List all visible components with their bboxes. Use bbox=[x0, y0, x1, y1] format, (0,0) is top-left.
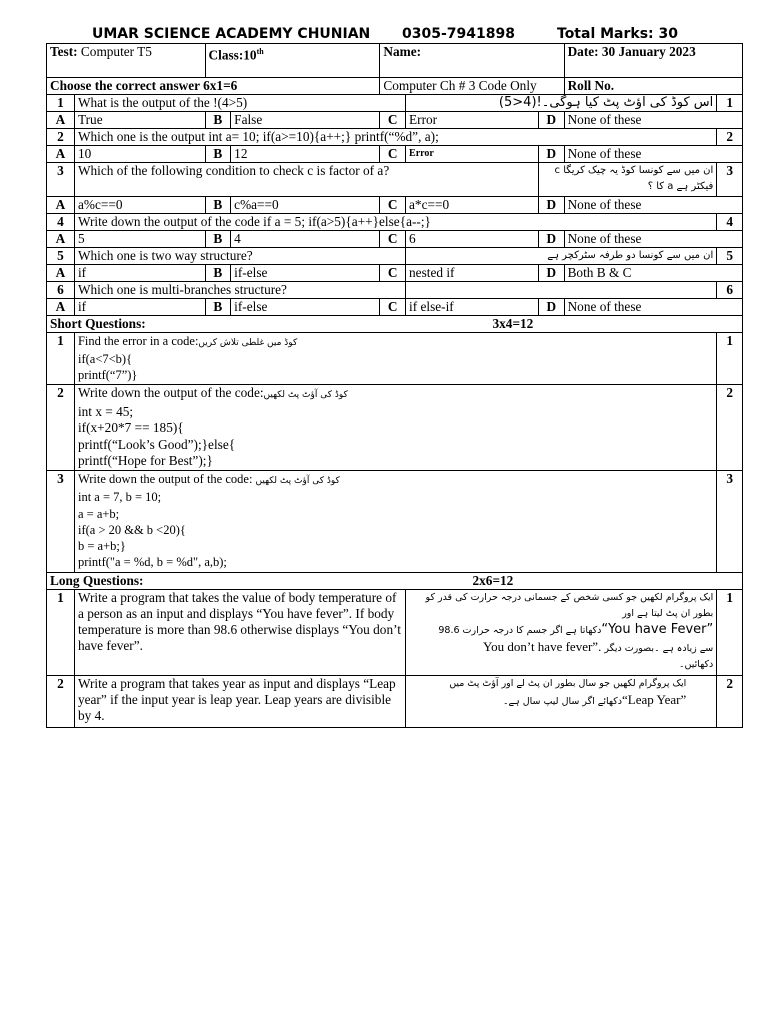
option-a: True bbox=[74, 112, 205, 129]
option-b: 12 bbox=[231, 146, 380, 163]
option-d: None of these bbox=[564, 146, 742, 163]
mcq-options-row: A 5 B 4 C 6 D None of these bbox=[47, 231, 743, 248]
long-heading: Long Questions: bbox=[50, 573, 144, 588]
chapter-label: Computer Ch # 3 Code Only bbox=[380, 78, 564, 95]
mcq-question-row: 2 Which one is the output int a= 10; if(a>=10){a++;} printf(“%d”, a); 2 bbox=[47, 129, 743, 146]
mcq-question: Which one is multi-branches structure? bbox=[74, 282, 405, 299]
mcq-heading-row bbox=[47, 78, 743, 95]
mcq-question-row: 4 Write down the output of the code if a = 5; if(a>5){a++}else{a--;} 4 bbox=[47, 214, 743, 231]
short-question-row: 2 Write down the output of the code:کوڈ کی آؤٹ پٹ لکھیں int x = 45; if(x+20*7 == 185){ printf(“Look’s Good”);}else{ printf(“Hope for Best”);} 2 bbox=[47, 385, 743, 471]
academy-phone: 0305-7941898 bbox=[402, 26, 515, 42]
option-c: nested if bbox=[406, 265, 539, 282]
short-question-urdu: کوڈ میں غلطی تلاش کریں bbox=[198, 338, 298, 348]
mcq-options-row: A a%c==0 B c%a==0 C a*c==0 D None of these bbox=[47, 197, 743, 214]
long-question: Write a program that takes the value of body temperature of a person as an input and displays “You have fever”. If body temperature is more than 98.6 otherwise displays “You don’t have fever”. bbox=[74, 590, 405, 676]
mcq-options-row: A if B if-else C if else-if D None of these bbox=[47, 299, 743, 316]
option-b: if-else bbox=[231, 299, 380, 316]
date-cell: Date: 30 January 2023 bbox=[564, 44, 742, 78]
option-c: 6 bbox=[406, 231, 539, 248]
name-cell: Name: bbox=[380, 44, 564, 78]
option-a: if bbox=[74, 265, 205, 282]
short-code: if(a<7<b){ printf(“7”)} bbox=[77, 352, 138, 382]
mcq-options-row: A 10 B 12 C Error D None of these bbox=[47, 146, 743, 163]
option-a: if bbox=[74, 299, 205, 316]
long-question-row: 1 Write a program that takes the value of body temperature of a person as an input and displays “You have fever”. If body temperature is more than 98.6 otherwise displays “You don’t have fever”. ایک پروگرام لکھیں جو کسی شخص کے جسمانی درجہ حرارت کی قدر کو بطور ان پٹ لیتا ہے اور ”You have Fever“دکھاتا ہے اگر جسم کا درجہ حرارت 98.6 سے زیادہ ہے ۔بصورت دیگر You don’t have fever”. دکھائیں۔ 1 bbox=[47, 590, 743, 676]
mcq-question: Which of the following condition to check c is factor of a? bbox=[74, 163, 538, 197]
mcq-options-row: A if B if-else C nested if D Both B & C bbox=[47, 265, 743, 282]
long-question: Write a program that takes year as input and displays “Leap year” if the input year is leap year. Leap years are divisible by 4. bbox=[74, 676, 405, 728]
long-question-row: 2 Write a program that takes year as input and displays “Leap year” if the input year is leap year. Leap years are divisible by 4. ایک پروگرام لکھیں جو سال بطور ان پٹ لے اور آؤٹ پٹ میں “Leap Year”دکھائے اگر سال لیپ سال ہے۔ 2 bbox=[47, 676, 743, 728]
option-d: Both B & C bbox=[564, 265, 742, 282]
option-a: a%c==0 bbox=[74, 197, 205, 214]
mcq-heading: Choose the correct answer 6x1=6 bbox=[47, 78, 380, 95]
short-question-row: 3 Write down the output of the code: کوڈ کی آؤٹ پٹ لکھیں int a = 7, b = 10; a = a+b; if(a > 20 && b <20){ b = a+b;} printf("a = %d, b = %d", a,b); 3 bbox=[47, 471, 743, 573]
test-cell: Test: Computer T5 bbox=[47, 44, 206, 78]
mcq-question-row: 3 Which of the following condition to check c is factor of a? ان میں سے کونسا کوڈ یہ چیک کریگا c فیکٹر ہے a کا ؟ 3 bbox=[47, 163, 743, 197]
long-heading-row bbox=[47, 573, 743, 590]
exam-table bbox=[46, 43, 743, 728]
date-value: : 30 January 2023 bbox=[594, 44, 696, 59]
mcq-question-row: 6 Which one is multi-branches structure? 6 bbox=[47, 282, 743, 299]
option-b: if-else bbox=[231, 265, 380, 282]
option-b: c%a==0 bbox=[231, 197, 380, 214]
option-c: a*c==0 bbox=[406, 197, 539, 214]
short-heading: Short Questions: bbox=[50, 316, 146, 331]
mcq-question: What is the output of the !(4>5) bbox=[74, 95, 405, 112]
option-b: False bbox=[231, 112, 380, 129]
short-heading-row bbox=[47, 316, 743, 333]
class-cell: Class:10th bbox=[205, 44, 380, 78]
long-question-urdu: ایک پروگرام لکھیں جو کسی شخص کے جسمانی درجہ حرارت کی قدر کو بطور ان پٹ لیتا ہے اور ”You have Fever“دکھاتا ہے اگر جسم کا درجہ حرارت 98.6 سے زیادہ ہے ۔بصورت دیگر You don’t have fever”. دکھائیں۔ bbox=[406, 590, 717, 676]
option-d: None of these bbox=[564, 197, 742, 214]
long-question-urdu: ایک پروگرام لکھیں جو سال بطور ان پٹ لے اور آؤٹ پٹ میں “Leap Year”دکھائے اگر سال لیپ سال ہے۔ bbox=[406, 676, 717, 728]
academy-name: UMAR SCIENCE ACADEMY CHUNIAN bbox=[92, 26, 371, 42]
mcq-question-row: 5 Which one is two way structure? ان میں سے کونسا دو طرفہ سٹرکچر ہے 5 bbox=[47, 248, 743, 265]
short-question: Write down the output of the code: bbox=[77, 385, 264, 400]
short-question-urdu: کوڈ کی آؤٹ پٹ لکھیں bbox=[263, 390, 348, 400]
mcq-question-urdu: اس کوڈ کی آؤٹ پٹ کیا ہوگی۔!(4<5) bbox=[406, 95, 717, 112]
option-d: None of these bbox=[564, 112, 742, 129]
short-code: int a = 7, b = 10; a = a+b; if(a > 20 && b <20){ b = a+b;} printf("a = %d, b = %d", a,b); bbox=[77, 490, 227, 570]
mcq-question-urdu: ان میں سے کونسا کوڈ یہ چیک کریگا c فیکٹر ہے a کا ؟ bbox=[538, 163, 716, 197]
short-marks: 3x4=12 bbox=[492, 316, 534, 331]
option-b: 4 bbox=[231, 231, 380, 248]
long-marks: 2x6=12 bbox=[472, 573, 514, 588]
option-c: Error bbox=[406, 112, 539, 129]
total-marks: Total Marks: 30 bbox=[557, 26, 679, 42]
roll-no-label: Roll No. bbox=[564, 78, 742, 95]
option-a: 5 bbox=[74, 231, 205, 248]
info-row bbox=[47, 44, 743, 78]
mcq-question: Which one is the output int a= 10; if(a>=10){a++;} printf(“%d”, a); bbox=[74, 129, 716, 146]
short-code: int x = 45; if(x+20*7 == 185){ printf(“Look’s Good”);}else{ printf(“Hope for Best”);} bbox=[77, 403, 236, 468]
option-d: None of these bbox=[564, 299, 742, 316]
option-a: 10 bbox=[74, 146, 205, 163]
mcq-options-row: A True B False C Error D None of these bbox=[47, 112, 743, 129]
short-question-urdu: کوڈ کی آؤٹ پٹ لکھیں bbox=[255, 476, 340, 486]
option-c: if else-if bbox=[406, 299, 539, 316]
option-c: Error bbox=[406, 146, 539, 163]
test-value: Computer T5 bbox=[80, 44, 152, 59]
short-question: Write down the output of the code: bbox=[77, 472, 256, 486]
mcq-question: Which one is two way structure? bbox=[74, 248, 405, 265]
short-question-row: 1 Find the error in a code:کوڈ میں غلطی تلاش کریں if(a<7<b){ printf(“7”)} 1 bbox=[47, 333, 743, 385]
option-d: None of these bbox=[564, 231, 742, 248]
mcq-question: Write down the output of the code if a = 5; if(a>5){a++}else{a--;} bbox=[74, 214, 716, 231]
class-value: 10 bbox=[243, 47, 257, 63]
mcq-question-urdu: ان میں سے کونسا دو طرفہ سٹرکچر ہے bbox=[406, 248, 717, 265]
mcq-question-row: 1 What is the output of the !(4>5) اس کوڈ کی آؤٹ پٹ کیا ہوگی۔!(4<5) 1 bbox=[47, 95, 743, 112]
short-question: Find the error in a code: bbox=[77, 334, 199, 348]
